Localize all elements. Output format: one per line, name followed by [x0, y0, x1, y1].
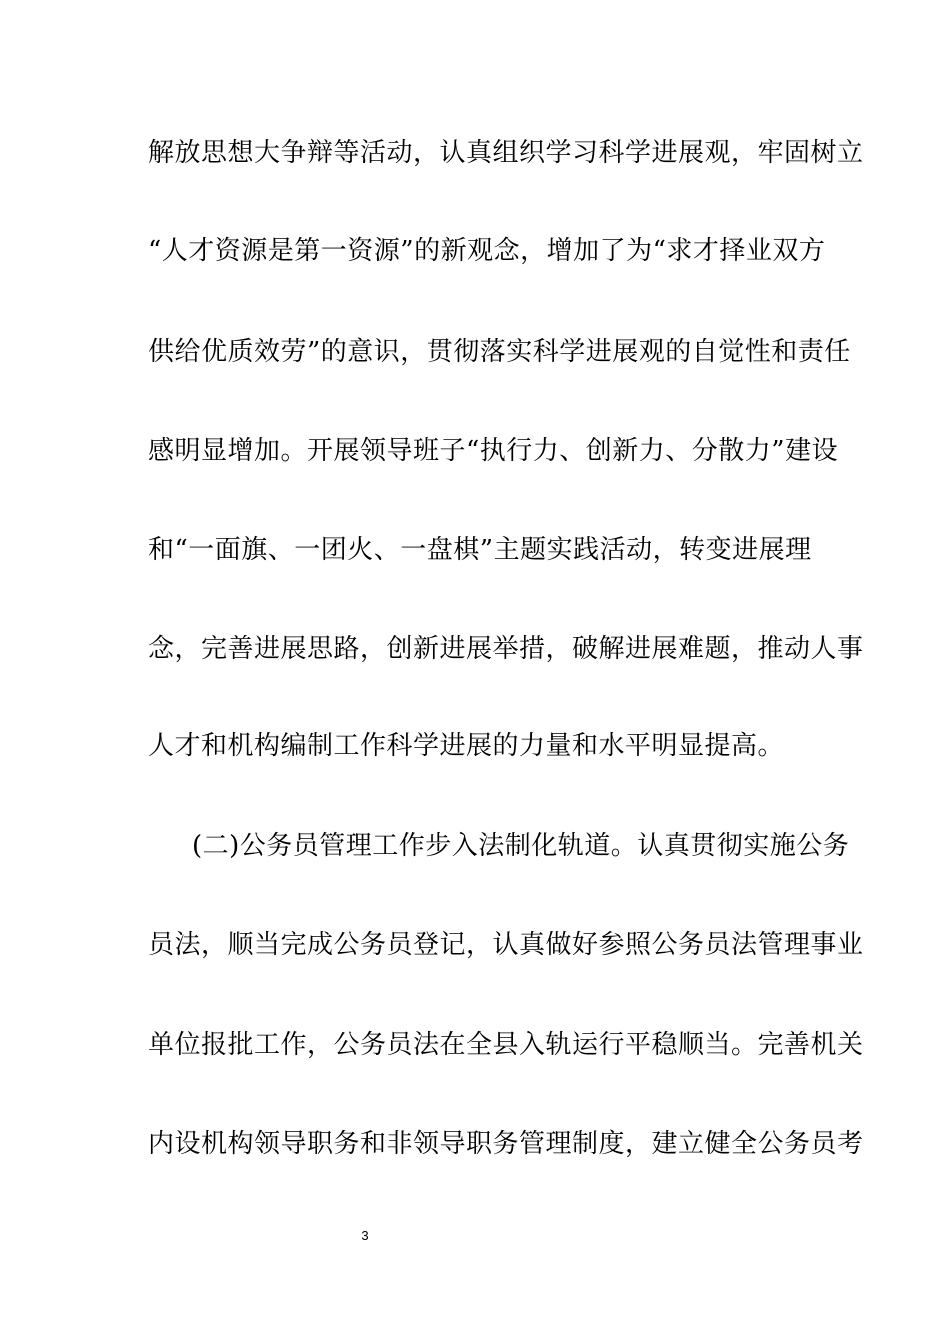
paragraph-line-7: 人才和机构编制工作科学进展的力量和水平明显提高。: [148, 731, 785, 761]
paragraph-line-2: “人才资源是第一资源”的新观念，增加了为“求才择业双方: [148, 236, 826, 266]
paragraph-line-6: 念，完善进展思路，创新进展举措，破解进展难题，推动人事: [148, 634, 864, 664]
paragraph-line-5: 和“一面旗、一团火、一盘棋”主题实践活动，转变进展理: [148, 535, 812, 565]
paragraph-line-10: 单位报批工作，公务员法在全县入轨运行平稳顺当。完善机关: [148, 1030, 864, 1060]
paragraph-line-1: 解放思想大争辩等活动，认真组织学习科学进展观，牢固树立: [148, 138, 864, 168]
paragraph-line-3: 供给优质效劳”的意识，贯彻落实科学进展观的自觉性和责任: [148, 337, 851, 367]
paragraph-line-9: 员法，顺当完成公务员登记，认真做好参照公务员法管理事业: [148, 930, 864, 960]
section-heading-line: (二)公务员管理工作步入法制化轨道。认真贯彻实施公务: [192, 831, 850, 861]
paragraph-line-4: 感明显增加。开展领导班子“执行力、创新力、分散力”建设: [148, 436, 839, 466]
paragraph-line-11: 内设机构领导职务和非领导职务管理制度，建立健全公务员考: [148, 1129, 864, 1159]
page-number: 3: [361, 1228, 369, 1243]
